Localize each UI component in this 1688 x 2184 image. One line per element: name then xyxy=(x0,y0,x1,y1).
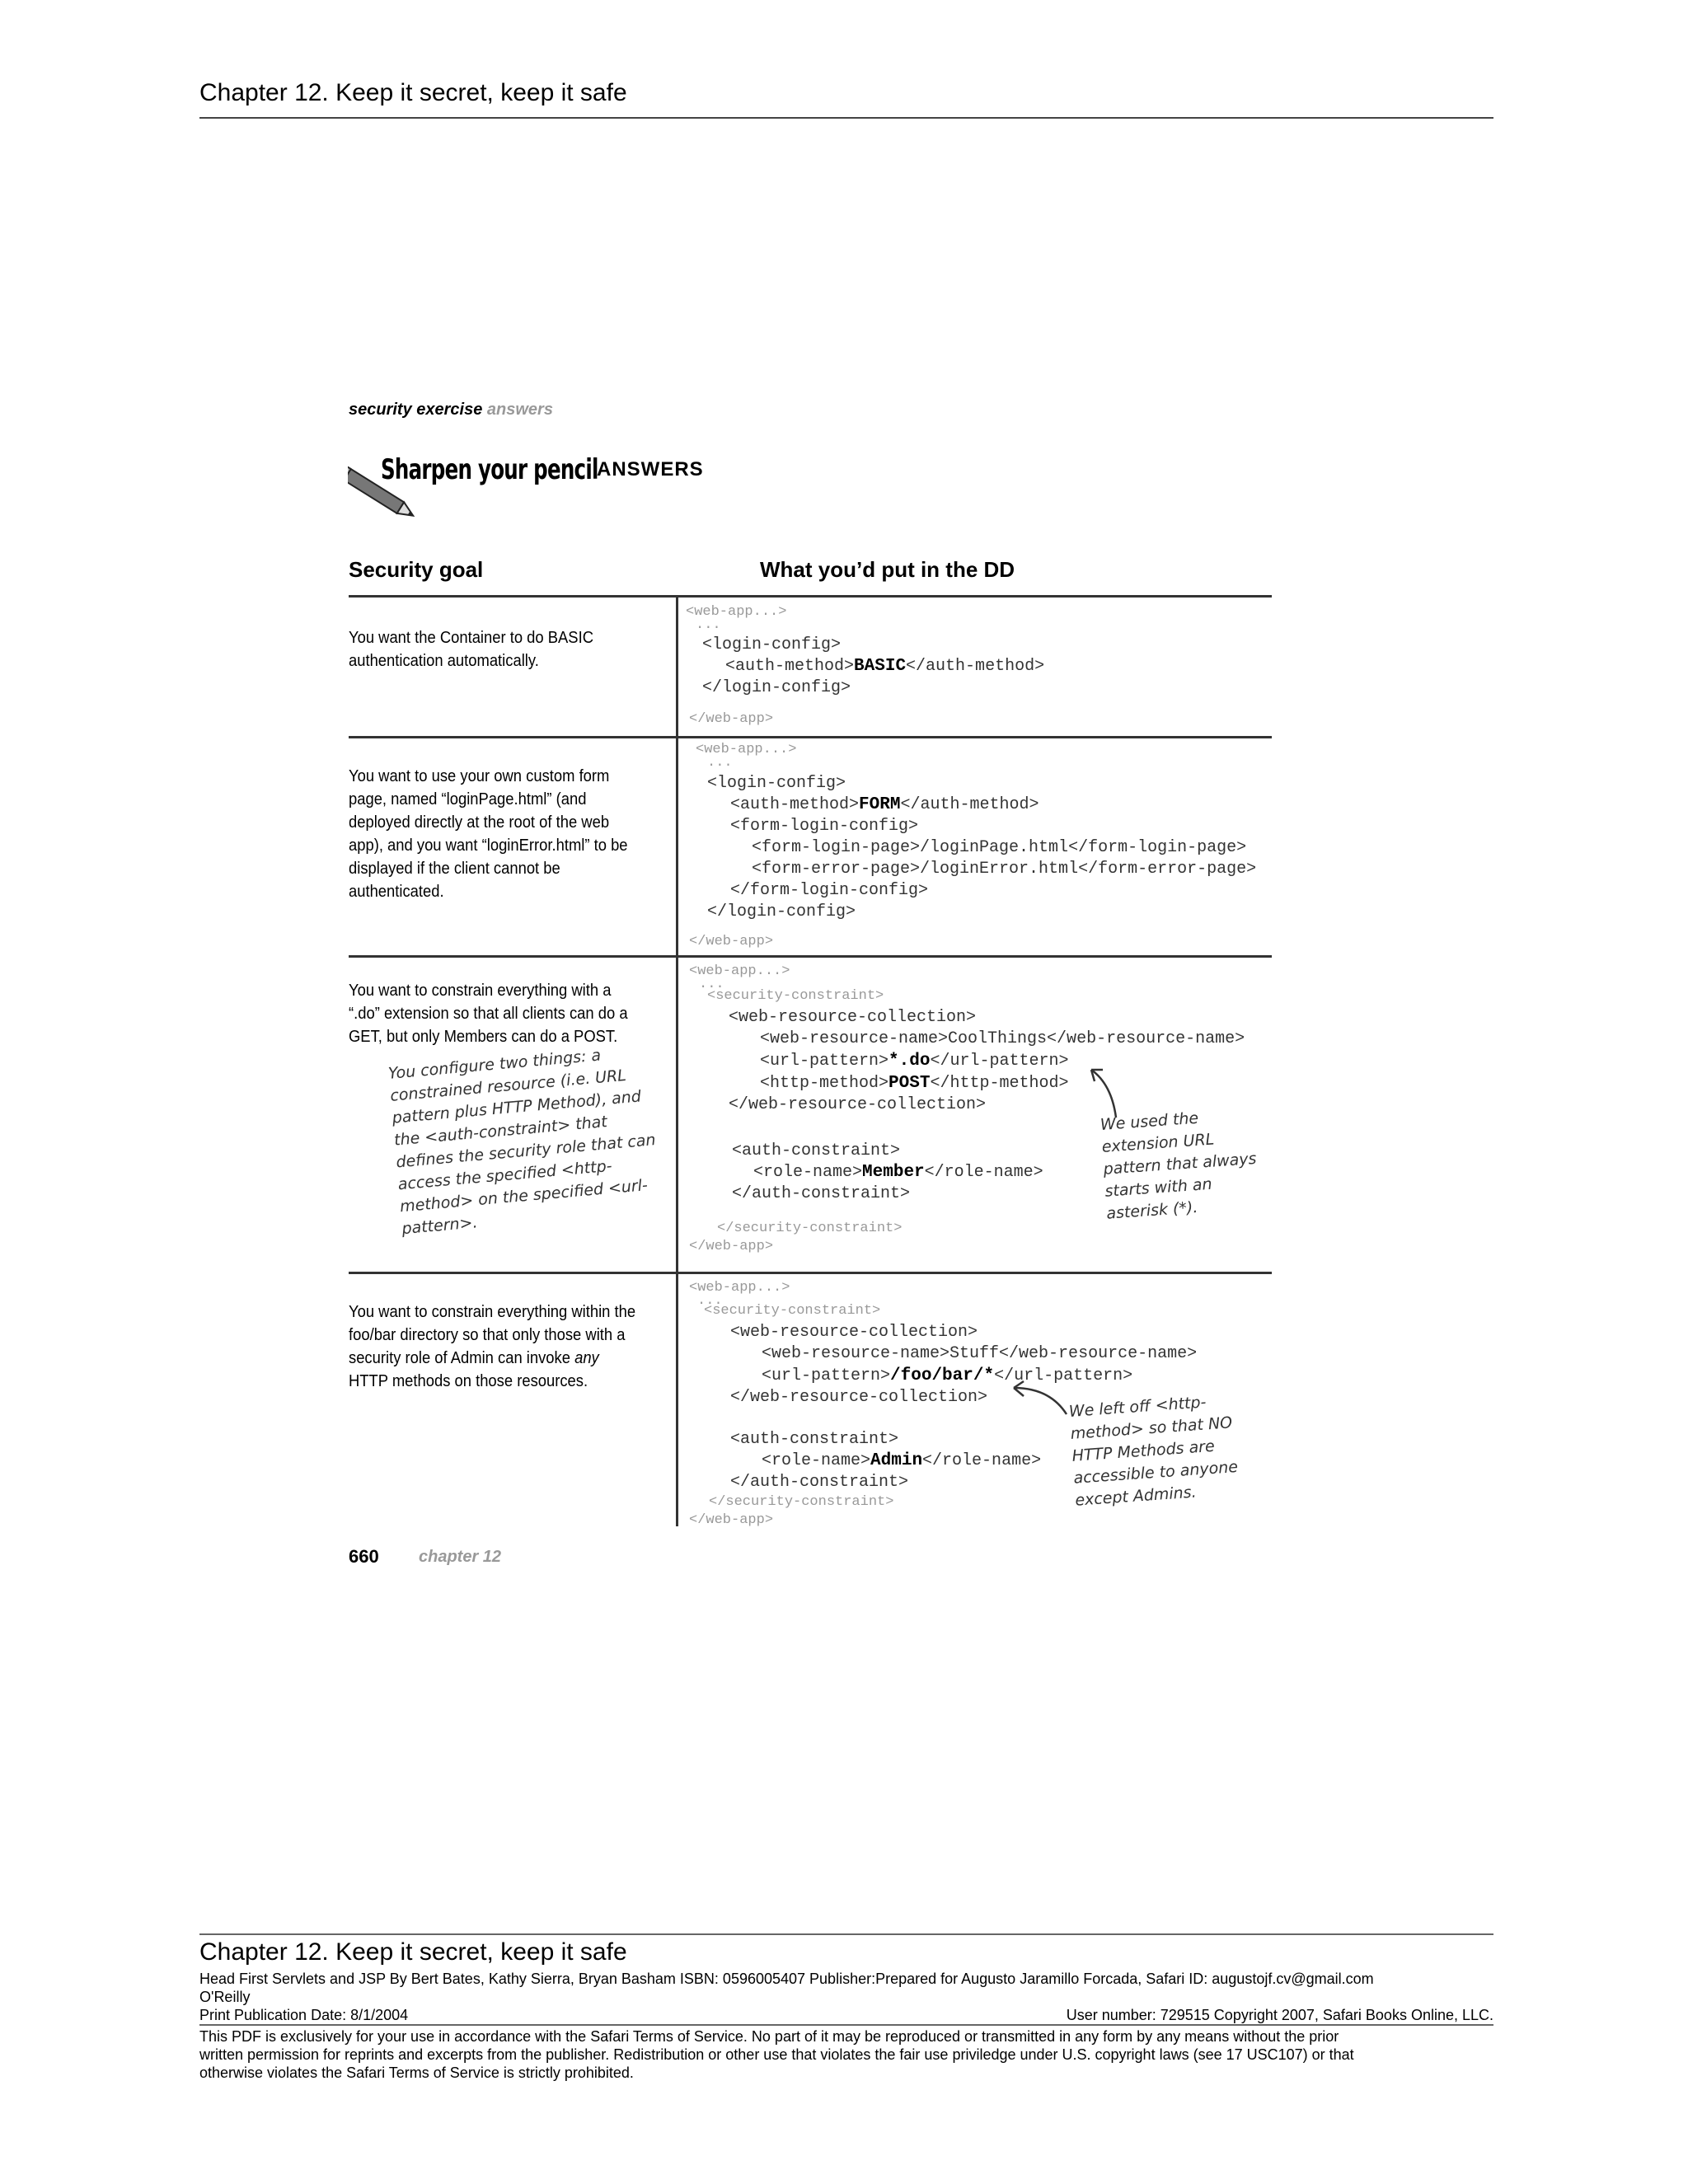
row3-code-line: <http-method>POST</http-method> xyxy=(760,1074,1069,1093)
page-number: 660 xyxy=(349,1546,379,1567)
running-head-section: security exercise xyxy=(349,401,483,419)
row4-code-line: </auth-constraint> xyxy=(730,1473,909,1492)
row3-webapp-open: <web-app...> xyxy=(689,963,790,979)
running-head xyxy=(349,401,553,419)
row1-code-line: <login-config> xyxy=(702,635,842,654)
answers-label: ANSWERS xyxy=(597,458,704,480)
row1-webapp-close: </web-app> xyxy=(689,711,774,727)
row2-code-line: </login-config> xyxy=(707,902,856,921)
row3-goal-text: You want to constrain everything with a “.do” extension so that all clients can do a GET, but only Members can do a POST. xyxy=(349,982,628,1046)
table-rule-row1 xyxy=(349,736,1272,738)
row1-code-line: <auth-method>BASIC</auth-method> xyxy=(725,657,1045,676)
row2-webapp-close: </web-app> xyxy=(689,934,774,949)
row2-code-line: <form-login-config> xyxy=(730,817,919,836)
row3-code-line: <url-pattern>*.do</url-pattern> xyxy=(760,1052,1069,1071)
table-column-divider xyxy=(676,595,678,1526)
row4-ellipsis: ... xyxy=(697,1293,723,1309)
row4-webapp-close: </web-app> xyxy=(689,1512,774,1528)
row2-ellipsis: ... xyxy=(707,755,733,771)
row4-code-line: <web-resource-collection> xyxy=(730,1323,978,1342)
page-chapter-label: chapter 12 xyxy=(419,1548,502,1566)
table-rule-row2 xyxy=(349,955,1272,958)
row3-code-line: </web-resource-collection> xyxy=(729,1095,987,1114)
table-rule-row3 xyxy=(349,1272,1272,1274)
footer-legal-text: This PDF is exclusively for your use in accordance with the Safari Terms of Service. No part of it may be reproduced or transmitted in any form by any means without the prior xyxy=(199,2028,1339,2045)
row3-code-line: </auth-constraint> xyxy=(732,1184,911,1203)
row3-ellipsis: ... xyxy=(699,977,724,992)
row4-annotation: We left off <http-method> so that NO HTTP Methods are accessible to anyone except Admins. xyxy=(1068,1393,1239,1510)
row4-code-line: <role-name>Admin</role-name> xyxy=(762,1451,1042,1470)
row2-code-line: <form-error-page>/loginError.html</form-error-page> xyxy=(752,860,1257,879)
row2-code-line: </form-login-config> xyxy=(730,881,929,900)
row2-goal-text: You want to use your own custom form page, named “loginPage.html” (and deployed directly at the root of the web app), and you want “loginError.html” to be displayed if the client cannot be authenticated. xyxy=(349,767,628,901)
row3-security-constraint-open: <security-constraint> xyxy=(707,988,884,1004)
column-heading-security-goal: Security goal xyxy=(349,557,484,582)
row3-security-constraint-close: </security-constraint> xyxy=(717,1221,903,1236)
row3-annotation: We used the extension URL pattern that always starts with an asterisk (*). xyxy=(1100,1108,1258,1223)
row1-goal-text: You want the Container to do BASIC authentication automatically. xyxy=(349,629,593,670)
row4-security-constraint-close: </security-constraint> xyxy=(709,1494,894,1510)
footer-divider xyxy=(199,1933,1493,1935)
sharpen-your-pencil-title: Sharpen your pencil xyxy=(381,453,598,486)
row4-code-line: <auth-constraint> xyxy=(730,1430,899,1449)
footer-print-date: Print Publication Date: 8/1/2004 xyxy=(199,2007,409,2023)
footer-legal-text: written permission for reprints and excerpts from the publisher. Redistribution or other use that violates the fair use priviledge under U.S. copyright laws (see 17 USC107) or that xyxy=(199,2046,1354,2063)
running-head-answers: answers xyxy=(486,401,553,419)
row3-code-line: <web-resource-collection> xyxy=(729,1008,977,1027)
row1-code-line: </login-config> xyxy=(702,678,851,697)
row4-security-constraint-open: <security-constraint> xyxy=(704,1303,881,1319)
chapter-header-title: Chapter 12. Keep it secret, keep it safe xyxy=(199,79,627,106)
row4-goal-text: You want to constrain everything within the foo/bar directory so that only those with a security role of Admin can invoke any HTTP methods on those resources. xyxy=(349,1303,636,1390)
footer-chapter-title: Chapter 12. Keep it secret, keep it safe xyxy=(199,1938,627,1966)
row3-webapp-close: </web-app> xyxy=(689,1239,774,1254)
column-heading-dd: What you’d put in the DD xyxy=(760,557,1015,582)
arrow-icon xyxy=(1007,1378,1073,1419)
footer-legal-text: otherwise violates the Safari Terms of Service is strictly prohibited. xyxy=(199,2064,634,2081)
row1-ellipsis: ... xyxy=(696,617,721,633)
footer-publisher: O'Reilly xyxy=(199,1989,251,2005)
row4-code-line: </web-resource-collection> xyxy=(730,1388,988,1407)
row3-handwritten-note: You configure two things: a constrained resource (i.e. URL pattern plus HTTP Method), and the <auth-constraint> that defines the security role that can access the specified <http-method> on the specified <url-pattern>. xyxy=(387,1046,657,1239)
table-rule-top xyxy=(349,595,1272,598)
row2-code-line: <auth-method>FORM</auth-method> xyxy=(730,795,1039,814)
row3-code-line: <auth-constraint> xyxy=(732,1141,901,1160)
row4-webapp-open: <web-app...> xyxy=(689,1280,790,1296)
footer-divider xyxy=(199,2024,1493,2026)
header-divider xyxy=(199,117,1493,119)
row4-code-line: <web-resource-name>Stuff</web-resource-name> xyxy=(762,1344,1198,1363)
row3-code-line: <role-name>Member</role-name> xyxy=(753,1163,1043,1182)
footer-user-number: User number: 729515 Copyright 2007, Safari Books Online, LLC. xyxy=(1066,2007,1493,2023)
row1-webapp-open: <web-app...> xyxy=(686,604,787,620)
row2-code-line: <form-login-page>/loginPage.html</form-login-page> xyxy=(752,838,1247,857)
row2-code-line: <login-config> xyxy=(707,774,846,793)
row2-webapp-open: <web-app...> xyxy=(696,742,797,757)
row3-code-line: <web-resource-name>CoolThings</web-resource-name> xyxy=(760,1029,1245,1048)
footer-book-info: Head First Servlets and JSP By Bert Bates, Kathy Sierra, Bryan Basham ISBN: 0596005407 Publisher:Prepared for Augusto Jaramillo Forcada, Safari ID: augustojf.cv@gmail.com xyxy=(199,1971,1374,1987)
row4-code-line: <url-pattern>/foo/bar/*</url-pattern> xyxy=(762,1366,1133,1385)
